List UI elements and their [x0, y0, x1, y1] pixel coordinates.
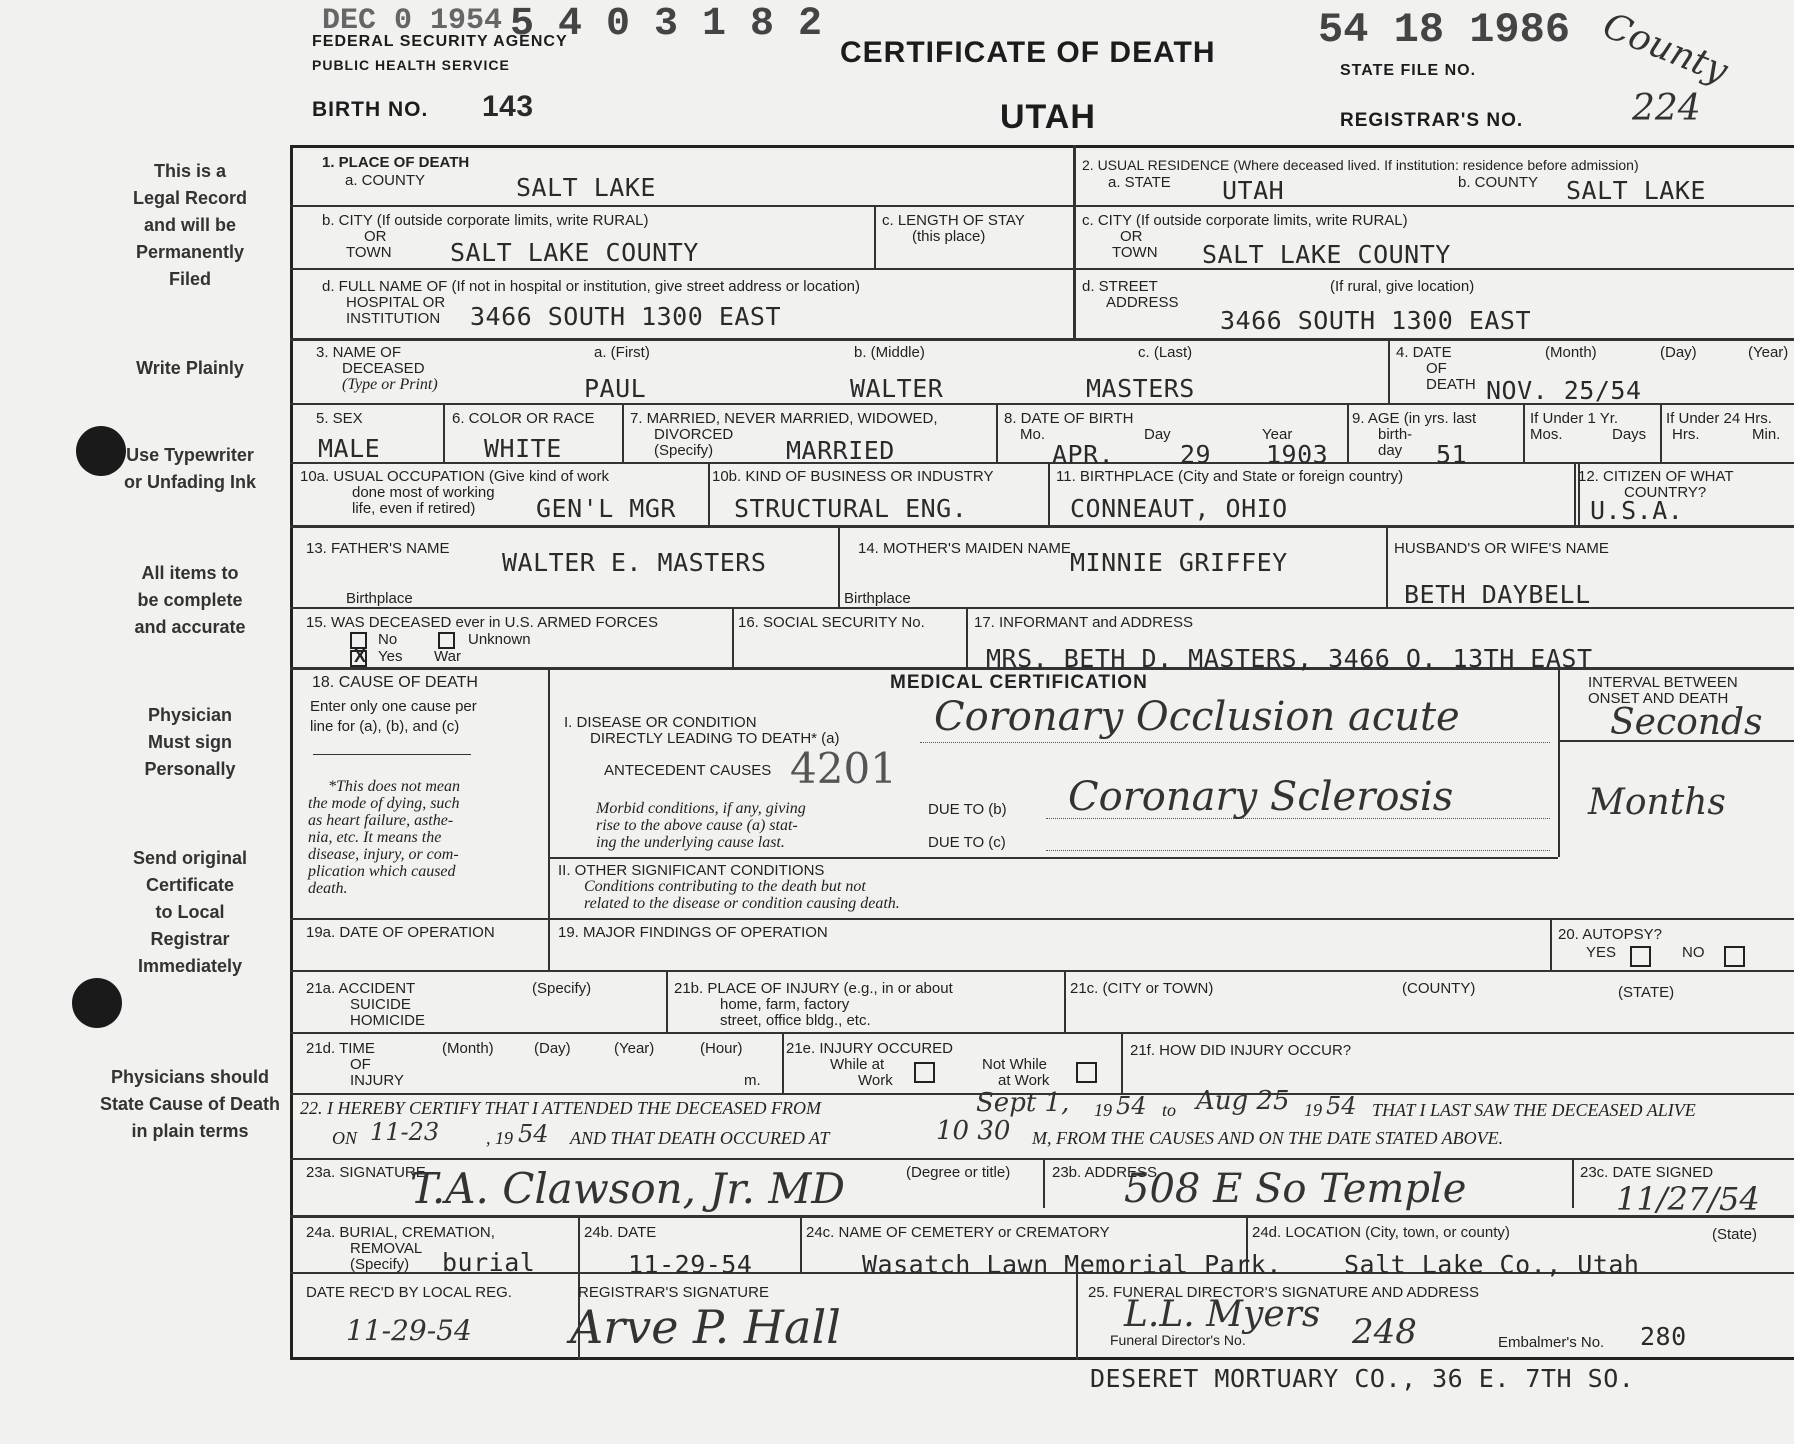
cause-b: Coronary Sclerosis [1068, 774, 1454, 820]
medical-certification-title: MEDICAL CERTIFICATION [890, 672, 1148, 693]
side-line: and accurate [134, 617, 246, 637]
attended-to: Aug 25 [1196, 1086, 1290, 1116]
death-county: SALT LAKE [516, 173, 656, 202]
rule [800, 1215, 802, 1272]
rule [548, 667, 550, 970]
occupation: GEN'L MGR [536, 494, 676, 523]
operation-findings-label: 19. MAJOR FINDINGS OF OPERATION [558, 924, 828, 941]
registrar-no: 224 [1632, 88, 1701, 129]
middle-name-label: b. (Middle) [854, 344, 925, 361]
street-label: d. STREET [1082, 278, 1158, 295]
on-label: ON [332, 1128, 358, 1148]
due-to-b-label: DUE TO (b) [928, 801, 1007, 818]
due-to-c-label: DUE TO (c) [928, 834, 1006, 851]
rule [313, 754, 471, 755]
residence-county: SALT LAKE [1566, 176, 1706, 205]
morbid-1: Morbid conditions, if any, giving [596, 800, 806, 817]
yes-mark: X [354, 646, 367, 666]
town-label: TOWN [346, 244, 392, 261]
mother-name: MINNIE GRIFFEY [1070, 548, 1288, 577]
city-label: b. CITY (If outside corporate limits, write RURAL) [322, 212, 649, 229]
sidebar-state-cause [80, 1064, 300, 1145]
year-label: (Year) [1748, 344, 1789, 361]
name-label-2: DECEASED [342, 360, 425, 377]
funeral-director-signature: L.L. Myers [1124, 1294, 1321, 1335]
autopsy-yes-label: YES [1586, 944, 1617, 961]
of-label: OF [1426, 360, 1447, 377]
side-line: in plain terms [131, 1121, 249, 1141]
footnote-7: death. [308, 880, 348, 897]
cause-note-2: line for (a), (b), and (c) [310, 718, 460, 735]
side-line: Immediately [137, 956, 243, 976]
rule [732, 607, 734, 667]
other-conditions-sub-2: related to the disease or condition causing death. [584, 895, 900, 912]
rule [782, 1032, 784, 1093]
race-label: 6. COLOR OR RACE [452, 410, 595, 427]
rule [1558, 667, 1560, 857]
rule [290, 1158, 1794, 1160]
no-label: No [378, 631, 398, 648]
or-label: OR [1120, 228, 1143, 245]
birth-day: 29 [1180, 440, 1212, 469]
autopsy-yes-checkbox[interactable] [1630, 946, 1651, 967]
length-of-stay-label: c. LENGTH OF STAY [882, 212, 1025, 229]
mos-label: Mos. [1530, 426, 1563, 443]
occupation-label-3: life, even if retired) [352, 500, 476, 517]
registrar-signature-label: REGISTRAR'S SIGNATURE [578, 1284, 769, 1301]
interval-label: INTERVAL BETWEEN [1588, 674, 1738, 691]
spouse-name: BETH DAYBELL [1404, 580, 1591, 609]
attended-to-year: 54 [1326, 1092, 1357, 1120]
agency-name: FEDERAL SECURITY AGENCY [312, 33, 568, 50]
death-city: SALT LAKE COUNTY [450, 238, 699, 267]
cause-note-1: Enter only one cause per [310, 698, 477, 715]
side-line: Use Typewriter [126, 445, 254, 465]
birth-no-label: BIRTH NO. [312, 98, 429, 121]
rule [1121, 1032, 1123, 1093]
county-label: a. COUNTY [345, 172, 426, 189]
birth-year: 1903 [1266, 440, 1329, 469]
informant-label: 17. INFORMANT and ADDRESS [974, 614, 1193, 631]
informant: MRS. BETH D. MASTERS, 3466 O. 13TH EAST [986, 644, 1593, 673]
disease-label-2: DIRECTLY LEADING TO DEATH* (a) [590, 730, 840, 747]
day-label: (Day) [1660, 344, 1697, 361]
rule [290, 268, 1794, 270]
cause-a: Coronary Occlusion acute [934, 694, 1460, 740]
rule [290, 525, 1794, 528]
registrar-no-label: REGISTRAR'S NO. [1340, 110, 1524, 131]
birthplace-label: 11. BIRTHPLACE (City and State or foreign country) [1056, 468, 1404, 485]
autopsy-label: 20. AUTOPSY? [1558, 926, 1662, 943]
degree-label: (Degree or title) [906, 1164, 1011, 1181]
morbid-2: rise to the above cause (a) stat- [596, 817, 798, 834]
disease-label: I. DISEASE OR CONDITION [564, 714, 757, 731]
residence-label: 2. USUAL RESIDENCE (Where deceased lived. If institution: residence before admission) [1082, 157, 1639, 173]
rule [1523, 403, 1525, 462]
father-name: WALTER E. MASTERS [502, 548, 767, 577]
operation-date-label: 19a. DATE OF OPERATION [306, 924, 495, 941]
not-while-label: Not While [982, 1056, 1048, 1073]
other-conditions-sub-1: Conditions contributing to the death but not [584, 878, 866, 895]
age-label-3: day [1378, 442, 1403, 459]
date-received-label: DATE REC'D BY LOCAL REG. [306, 1284, 512, 1301]
last-name-label: c. (Last) [1138, 344, 1193, 361]
last-name: MASTERS [1086, 374, 1195, 403]
rule [290, 205, 1794, 207]
physician-signature: T.A. Clawson, Jr. MD [410, 1164, 846, 1213]
name-label-3: (Type or Print) [342, 376, 438, 393]
state-file-number: 54 18 1986 [1318, 6, 1571, 54]
place-of-injury-label-2: home, farm, factory [720, 996, 850, 1013]
sidebar-complete [90, 560, 290, 641]
side-line: be complete [137, 590, 243, 610]
side-line: Legal Record [132, 188, 248, 208]
certify-line-1a: 22. I HEREBY CERTIFY THAT I ATTENDED THE DECEASED FROM [300, 1098, 821, 1118]
injury-county-label: (COUNTY) [1402, 980, 1476, 997]
date-of-death: NOV. 25/54 [1486, 376, 1642, 405]
rule [1043, 1158, 1045, 1208]
injury-month-label: (Month) [442, 1040, 494, 1057]
rule [874, 205, 876, 268]
age-label-2: birth- [1378, 426, 1413, 443]
county-note: County [1597, 5, 1734, 92]
age-label: 9. AGE (in yrs. last [1352, 410, 1477, 427]
citizen-label-2: COUNTRY? [1624, 484, 1707, 501]
residence-city: SALT LAKE COUNTY [1202, 240, 1451, 269]
birth-date-label: 8. DATE OF BIRTH [1004, 410, 1134, 427]
day-label: Day [1144, 426, 1171, 443]
rule [708, 462, 710, 525]
marital-status: MARRIED [786, 436, 895, 465]
birth-month: APR. [1052, 440, 1115, 469]
rule [290, 1032, 1794, 1034]
occupation-label: 10a. USUAL OCCUPATION (Give kind of work [300, 468, 609, 485]
attended-from-year: 54 [1116, 1092, 1147, 1120]
sidebar-physician [90, 702, 290, 783]
suicide-label: SUICIDE [350, 996, 411, 1013]
business: STRUCTURAL ENG. [734, 494, 968, 523]
hospital-label-2: HOSPITAL OR [346, 294, 446, 311]
middle-name: WALTER [850, 374, 944, 403]
death-label: DEATH [1426, 376, 1476, 393]
of-label: OF [350, 1056, 371, 1073]
state-file-label: STATE FILE NO. [1340, 62, 1477, 79]
removal-label: REMOVAL [350, 1240, 423, 1257]
injury-hour-label: (Hour) [700, 1040, 743, 1057]
rule [1550, 918, 1552, 970]
certify-line-2b: M, FROM THE CAUSES AND ON THE DATE STATED ABOVE. [1032, 1128, 1504, 1148]
side-line: All items to [141, 563, 239, 583]
rural-note: (If rural, give location) [1330, 278, 1475, 295]
cause-a-line [920, 742, 1550, 743]
citizenship: U.S.A. [1590, 496, 1684, 525]
first-name-label: a. (First) [594, 344, 650, 361]
rule [1572, 1158, 1574, 1208]
res-city-label: c. CITY (If outside corporate limits, write RURAL) [1082, 212, 1408, 229]
residence-street: 3466 SOUTH 1300 EAST [1220, 306, 1532, 335]
father-label: 13. FATHER'S NAME [306, 540, 450, 557]
year-label: Year [1262, 426, 1293, 443]
under-1-label: If Under 1 Yr. [1530, 410, 1619, 427]
certify-line-2a: AND THAT DEATH OCCURED AT [570, 1128, 830, 1148]
rule [290, 970, 1794, 972]
at-work-label: at Work [998, 1072, 1050, 1089]
cemetery: Wasatch Lawn Memorial Park. [862, 1250, 1282, 1279]
unknown-checkbox[interactable] [438, 632, 455, 649]
to-label: to [1162, 1100, 1177, 1120]
town-label: TOWN [1112, 244, 1158, 261]
hospital-address: 3466 SOUTH 1300 EAST [470, 302, 782, 331]
rule [838, 525, 840, 607]
place-of-death-label: 1. PLACE OF DEATH [322, 154, 470, 171]
certificate-title: CERTIFICATE OF DEATH [840, 36, 1216, 69]
rule [996, 403, 998, 462]
sidebar-ink [100, 442, 280, 496]
age: 51 [1436, 440, 1468, 469]
other-conditions-label: II. OTHER SIGNIFICANT CONDITIONS [558, 862, 825, 879]
time-of-injury-label: 21d. TIME [306, 1040, 375, 1057]
disposition: burial [442, 1248, 536, 1277]
rule [666, 970, 668, 1032]
side-line: Filed [168, 269, 211, 289]
ssn-label: 16. SOCIAL SECURITY No. [738, 614, 925, 631]
received-date-stamp: DEC 0 1954 [322, 4, 503, 38]
rule [1064, 970, 1066, 1032]
street-label-2: ADDRESS [1106, 294, 1179, 311]
location-state-label: (State) [1712, 1226, 1758, 1243]
rule [1048, 462, 1050, 525]
while-at-work-checkbox[interactable] [914, 1062, 935, 1083]
marital-label-3: (Specify) [654, 442, 714, 459]
date-signed-label: 23c. DATE SIGNED [1580, 1164, 1714, 1181]
residence-county-label: b. COUNTY [1458, 174, 1539, 191]
punch-hole-bottom [72, 978, 122, 1028]
accident-label: 21a. ACCIDENT [306, 980, 416, 997]
funeral-director-no-label: Funeral Director's No. [1110, 1332, 1246, 1348]
last-seen-year: 54 [518, 1120, 549, 1148]
signature-label: 23a. SIGNATURE [306, 1164, 426, 1181]
interval-label-2: ONSET AND DEATH [1588, 690, 1729, 707]
autopsy-no-checkbox[interactable] [1724, 946, 1745, 967]
sidebar-send-original [90, 845, 290, 980]
side-line: Certificate [145, 875, 235, 895]
side-line: Physician [147, 705, 233, 725]
service-name: PUBLIC HEALTH SERVICE [312, 57, 510, 73]
sex: MALE [318, 434, 381, 463]
hospital-label: d. FULL NAME OF (If not in hospital or institution, give street address or location) [322, 278, 861, 295]
burial-date-label: 24b. DATE [584, 1224, 657, 1241]
cause-of-death-label: 18. CAUSE OF DEATH [312, 674, 478, 691]
how-injury-label: 21f. HOW DID INJURY OCCUR? [1130, 1042, 1352, 1059]
autopsy-no-label: NO [1682, 944, 1705, 961]
business-label: 10b. KIND OF BUSINESS OR INDUSTRY [712, 468, 994, 485]
length-of-stay-sub: (this place) [912, 228, 986, 245]
injury-year-label: (Year) [614, 1040, 655, 1057]
sidebar-write-plainly [90, 355, 290, 382]
cause-code: 4201 [790, 744, 897, 793]
occupation-label-2: done most of working [352, 484, 495, 501]
date-received: 11-29-54 [346, 1314, 472, 1347]
side-line: Must sign [148, 732, 232, 752]
mo-label: Mo. [1020, 426, 1046, 443]
sidebar-legal-record [90, 158, 290, 293]
footnote-1: *This does not mean [328, 778, 460, 795]
marital-label: 7. MARRIED, NEVER MARRIED, WIDOWED, [630, 410, 938, 427]
work-label: Work [858, 1072, 893, 1089]
rule [290, 1215, 1794, 1218]
birthplace: CONNEAUT, OHIO [1070, 494, 1288, 523]
rule [622, 403, 624, 462]
armed-forces-label: 15. WAS DECEASED ever in U.S. ARMED FORCES [306, 614, 659, 631]
residence-state: UTAH [1222, 176, 1285, 205]
specify-label: (Specify) [532, 980, 592, 997]
last-seen-date: 11-23 [370, 1118, 440, 1146]
mother-label: 14. MOTHER'S MAIDEN NAME [858, 540, 1071, 557]
rule [966, 607, 968, 667]
injury-occured-label: 21e. INJURY OCCURED [786, 1040, 953, 1057]
footnote-3: as heart failure, asthe- [308, 812, 454, 829]
registrar-signature: Arve P. Hall [570, 1300, 841, 1354]
side-line: Registrar [150, 929, 230, 949]
side-line: and will be [143, 215, 236, 235]
cemetery-label: 24c. NAME OF CEMETERY or CREMATORY [806, 1224, 1110, 1241]
location-label: 24d. LOCATION (City, town, or county) [1252, 1224, 1510, 1241]
father-birthplace-label: Birthplace [346, 590, 413, 607]
rule [1388, 338, 1390, 403]
footnote-6: plication which caused [308, 863, 456, 880]
month-label: (Month) [1545, 344, 1597, 361]
side-line: or Unfading Ink [124, 472, 256, 492]
certify-line-1b: THAT I LAST SAW THE DECEASED ALIVE [1372, 1100, 1696, 1120]
yes-label: Yes [378, 648, 403, 665]
funeral-director-no: 248 [1352, 1312, 1417, 1352]
hospital-label-3: INSTITUTION [346, 310, 441, 327]
rule [443, 403, 445, 462]
injury-city-label: 21c. (CITY or TOWN) [1070, 980, 1214, 997]
date-of-death-label: 4. DATE [1396, 344, 1452, 361]
injury-label: INJURY [350, 1072, 404, 1089]
place-of-injury-label: 21b. PLACE OF INJURY (e.g., in or about [674, 980, 953, 997]
name-label: 3. NAME OF [316, 344, 402, 361]
war-label: War [434, 648, 461, 665]
marital-label-2: DIVORCED [654, 426, 734, 443]
attended-from: Sept 1, [976, 1088, 1070, 1118]
side-line: to Local [155, 902, 225, 922]
footnote-5: disease, injury, or com- [308, 846, 459, 863]
funeral-director-label: 25. FUNERAL DIRECTOR'S SIGNATURE AND ADDRESS [1088, 1284, 1480, 1301]
mortuary-address: DESERET MORTUARY CO., 36 E. 7TH SO. [1090, 1364, 1635, 1393]
side-line: Write Plainly [136, 358, 244, 378]
certify-19-a: 19 [1094, 1100, 1112, 1120]
embalmer-no-label: Embalmer's No. [1498, 1334, 1605, 1351]
rule [1386, 525, 1388, 607]
interval-b: Months [1588, 782, 1726, 823]
days-label: Days [1612, 426, 1647, 443]
footnote-2: the mode of dying, such [308, 795, 460, 812]
embalmer-no: 280 [1640, 1322, 1687, 1351]
burial-label: 24a. BURIAL, CREMATION, [306, 1224, 495, 1241]
rule [1073, 145, 1076, 338]
injury-day-label: (Day) [534, 1040, 571, 1057]
race: WHITE [484, 434, 562, 463]
physician-address: 508 E So Temple [1124, 1166, 1467, 1212]
while-at-label: While at [830, 1056, 885, 1073]
homicide-label: HOMICIDE [350, 1012, 425, 1029]
unknown-label: Unknown [468, 631, 531, 648]
residence-state-label: a. STATE [1108, 174, 1171, 191]
certificate-stamp-number: 5 4 0 3 1 8 2 [510, 2, 823, 47]
side-line: Send original [132, 848, 247, 868]
cause-c-line [1046, 850, 1550, 851]
hrs-label: Hrs. [1672, 426, 1700, 443]
first-name: PAUL [584, 374, 647, 403]
certify-19-b: 19 [1304, 1100, 1322, 1120]
interval-a: Seconds [1610, 702, 1763, 743]
injury-state-label: (STATE) [1618, 984, 1675, 1001]
date-signed: 11/27/54 [1616, 1180, 1760, 1218]
mother-birthplace-label: Birthplace [844, 590, 911, 607]
footnote-4: nia, etc. It means the [308, 829, 442, 846]
rule [1574, 462, 1576, 525]
rule [1660, 403, 1662, 462]
side-line: State Cause of Death [99, 1094, 281, 1114]
citizen-label: 12. CITIZEN OF WHAT [1578, 468, 1734, 485]
place-of-injury-label-3: street, office bldg., etc. [720, 1012, 871, 1029]
burial-date: 11-29-54 [628, 1250, 753, 1279]
side-line: Permanently [135, 242, 245, 262]
or-label: OR [364, 228, 387, 245]
address-label: 23b. ADDRESS [1052, 1164, 1158, 1181]
sex-label: 5. SEX [316, 410, 363, 427]
side-line: Physicians should [110, 1067, 270, 1087]
rule [290, 338, 1794, 341]
rule [290, 918, 1794, 920]
m-label: m. [744, 1072, 761, 1089]
not-while-at-work-checkbox[interactable] [1076, 1062, 1097, 1083]
side-line: Personally [144, 759, 236, 779]
min-label: Min. [1752, 426, 1781, 443]
rule [1347, 403, 1349, 462]
specify-label: (Specify) [350, 1256, 410, 1273]
rule [548, 857, 1558, 859]
rule [1076, 1272, 1078, 1360]
time-of-death: 10 30 [936, 1116, 1011, 1146]
birth-no: 143 [482, 90, 534, 123]
under-24-label: If Under 24 Hrs. [1666, 410, 1772, 427]
spouse-label: HUSBAND'S OR WIFE'S NAME [1394, 540, 1609, 557]
morbid-3: ing the underlying cause last. [596, 834, 785, 851]
side-line: This is a [153, 161, 227, 181]
burial-location: Salt Lake Co., Utah [1344, 1250, 1640, 1279]
certify-19-c: , 19 [486, 1128, 513, 1148]
antecedent-label: ANTECEDENT CAUSES [604, 762, 772, 779]
state-title: UTAH [1000, 98, 1096, 136]
